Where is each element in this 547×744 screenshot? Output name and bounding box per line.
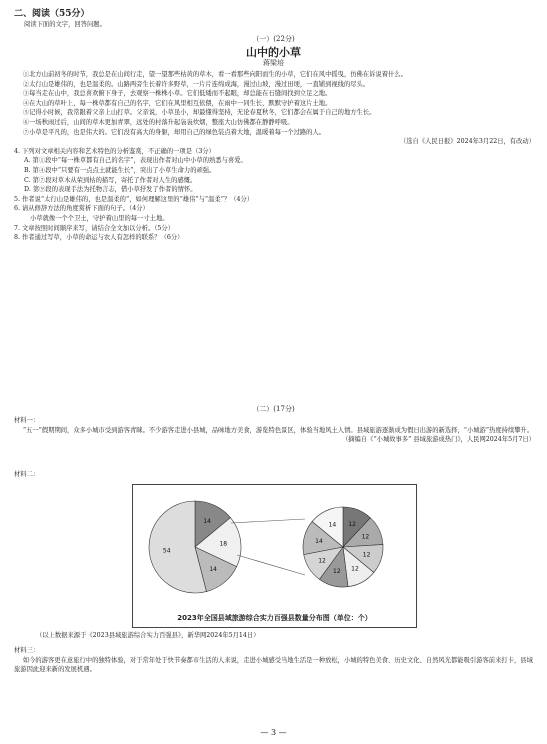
quoted-sentence: 小草就像一个个卫士，守护着山里的每一寸土地。 [30,214,169,222]
connector-line [237,555,305,575]
question: 4. 下列对文章相关内容和艺术特色的分析鉴赏，不正确的一项是（3分） [14,147,215,155]
essay-source: （选自《人民日报》2024年3月22日，有改动） [399,138,535,146]
question: 7. 文章按照时间顺序来写，请结合全文加以分析。（5分） [14,224,174,232]
material3-label: 材料三： [14,647,40,654]
material1 [14,416,535,445]
material1-label: 材料一： [14,417,40,424]
question: 5. 作者说“太行山是雄伟的，也是温柔的”，如何理解这里的“雄伟”与“温柔”？（4分） [14,195,254,203]
pie-slice-value: 12 [333,568,341,576]
essay-paragraph: ④在大山的草叶上，每一株草都有自己的名字，它们在风里相互依偎，在雨中一同生长，默默守护着这片土地。 [22,99,332,107]
pie-slice-value: 12 [361,533,370,541]
essay-paragraph: ⑦小草是平凡的，也是伟大的。它们没有高大的身躯，却用自己的绿色装点着大地，温暖着每一个过路的人。 [22,128,326,136]
question: 8. 作者通过写草，小草的命运与农人有怎样的联系？（6分） [14,234,184,242]
essay-author: 蒋梁培 [263,59,284,67]
instruction: 阅读下面的文字，回答问题。 [24,21,106,28]
material2-label: 材料二： [14,471,40,478]
essay-paragraph: ③每当走在山中，我总喜欢俯下身子，去观察一株株小草。它们低矮而不起眼，却总能在石缝间找到立足之地。 [22,90,332,98]
section-heading: 二、阅读（55分） [14,9,90,19]
material2-source: （以上数据来源于《2023县域旅游综合实力百强县》，新华网2024年5月14日） [36,632,260,639]
pie-slice-value: 12 [348,520,356,528]
material3-text: 如今的游客更在意旅行中的独特体验，对于常年处于快节奏都市生活的人来说，走进小城感受当地生活是一种放松，小城的特色美食、历史文化、自然风光都能吸引游客前来打卡，县域旅游因此迎来新的发展机遇。 [14,656,533,674]
pie-charts-svg [133,485,416,627]
pie-slice-value: 54 [162,547,171,555]
essay-body [14,70,535,243]
pie-slice-value: 12 [318,557,326,565]
pie-slice-value: 14 [203,518,211,526]
essay-paragraph: ⑤记得小时候，我常跟着父亲上山打草。父亲说，小草虽小，却最懂得坚持，无论春夏秋冬，它们都会在属于自己的地方生长。 [22,109,376,117]
pie-chart-right [303,507,383,587]
material3 [14,646,535,675]
material1-text: “五一”假期期间，众多小城市受到游客青睐。不少游客走进小县城，品味地方美食，游览特色景区，体验当地风土人情。县域旅游逐渐成为假日出游的新选择，“小城游”热度持续攀升。 [22,426,534,434]
option: B. 第④段中“只要有一点点土就能生长”，突出了小草生命力的顽强。 [24,166,216,174]
connector-line [231,519,305,523]
option: D. 第⑨段的表现手法为托物言志，借小草抒发了作者的情怀。 [24,186,197,194]
pie-slice-value: 14 [315,537,323,545]
option: C. 第⑦段对草木从荣到枯的描写，寄托了作者对人生的感慨。 [24,176,197,184]
material1-source: （摘编自《“小城故事多” 县域旅游成热门》，人民网2024年5月7日） [341,436,535,444]
chart-caption: 2023年全国县域旅游综合实力百强县数量分布图（单位：个） [177,614,372,622]
chart-figure [132,484,417,628]
essay-paragraph: ②太行山是雄伟的，也是温柔的。山路两旁生长着许多野草，一片片连绵成海，漫过山坡，漫过田埂，一直铺到视线的尽头。 [22,80,370,88]
essay-paragraph: ①北方山前初冬的时节，我总是在山间行走，望一望那些枯黄的草木，看一看那些向阳而生的小草，它们在风中摇曳，仿佛在诉说着什么。 [22,71,407,78]
page-number: — 3 — [260,728,287,737]
pie-slice-value: 18 [219,540,228,548]
pie-slice-value: 14 [209,565,217,573]
part2-label: （二）(17分) [252,405,295,413]
pie-slice-value: 12 [362,551,371,559]
essay-paragraph: ⑥一场秋雨过后，山间的草木更加青翠，远处的村落升起袅袅炊烟，整座大山仿佛都在静静呼吸。 [22,118,294,126]
pie-slice-value: 12 [351,565,359,573]
part1-label: （一）(22分) [252,35,295,43]
essay-title: 山中的小草 [246,46,301,59]
question: 6. 请从修辞方法的角度赏析下面的句子。（4分） [14,205,149,213]
pie-slice-value: 14 [328,521,337,529]
pie-chart-left [149,501,241,593]
option: A. 第①段中“每一株草都有自己的名字”，表现出作者对山中小草的熟悉与喜爱。 [24,157,247,165]
